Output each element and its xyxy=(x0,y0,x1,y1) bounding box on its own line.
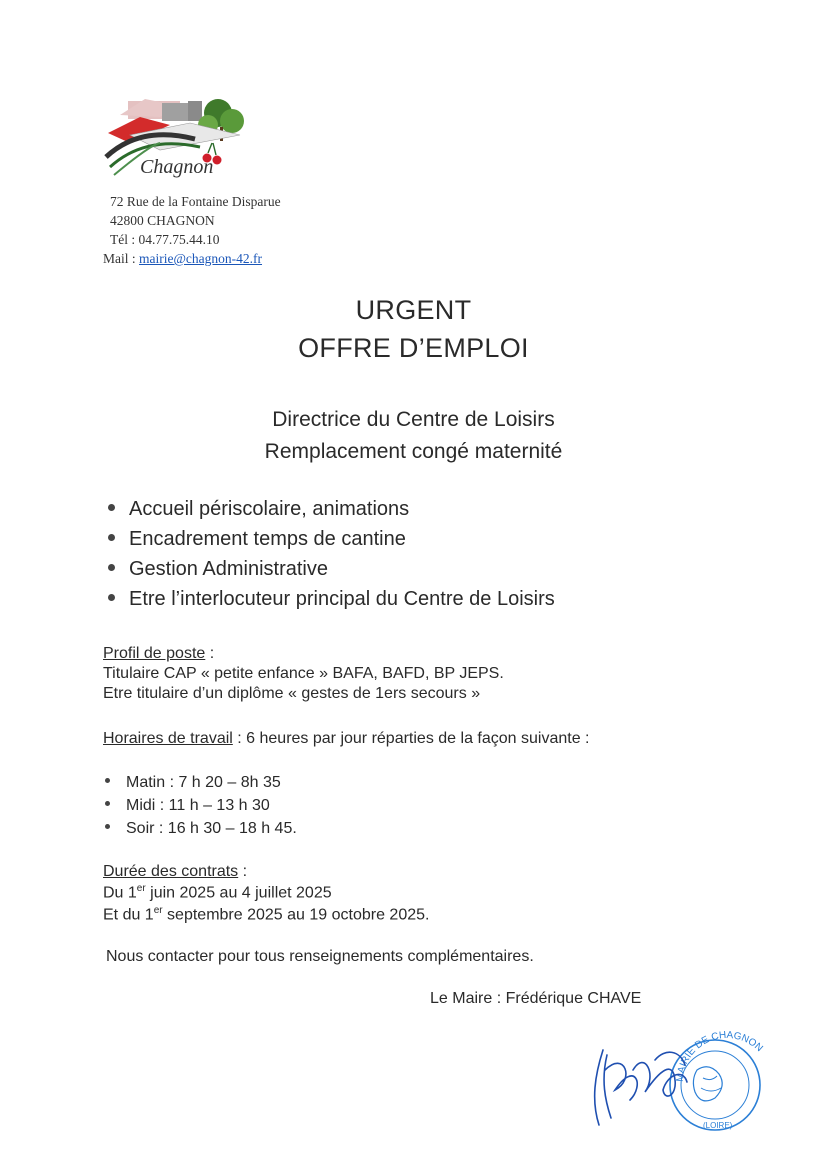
contract-period-1: Du 1er juin 2025 au 4 juillet 2025 xyxy=(103,883,332,902)
bullet-icon xyxy=(108,594,115,601)
title-offer: OFFRE D’EMPLOI xyxy=(298,333,529,363)
duty-item: Etre l’interlocuteur principal du Centre de Loisirs xyxy=(108,588,555,611)
bullet-icon xyxy=(108,504,115,511)
logo-text: Chagnon xyxy=(140,156,214,178)
address-street: 72 Rue de la Fontaine Disparue xyxy=(110,194,281,209)
profile-line-1: Titulaire CAP « petite enfance » BAFA, BAFD, BP JEPS. xyxy=(103,665,504,682)
contracts-heading: Durée des contrats : xyxy=(103,863,248,880)
position-subtitle: Remplacement congé maternité xyxy=(264,440,563,463)
signature-icon xyxy=(585,1030,770,1135)
contract-period-2: Et du 1er septembre 2025 au 19 octobre 2025. xyxy=(103,905,430,924)
mail-label: Mail : xyxy=(103,251,139,266)
hours-item: Soir : 16 h 30 – 18 h 45. xyxy=(105,820,297,838)
hours-heading: Horaires de travail : 6 heures par jour réparties de la façon suivante : xyxy=(103,730,590,747)
duty-item: Accueil périscolaire, animations xyxy=(108,498,409,521)
chagnon-logo xyxy=(100,95,250,190)
address-city: 42800 CHAGNON xyxy=(110,213,215,228)
mayor-line: Le Maire : Frédérique CHAVE xyxy=(430,990,642,1007)
bullet-icon xyxy=(105,801,110,806)
position-title: Directrice du Centre de Loisirs xyxy=(272,408,555,431)
profile-line-2: Etre titulaire d’un diplôme « gestes de 1ers secours » xyxy=(103,685,481,702)
signature-stamp xyxy=(585,1030,770,1135)
title-urgent: URGENT xyxy=(355,295,472,325)
duty-item: Encadrement temps de cantine xyxy=(108,528,406,551)
hours-item: Matin : 7 h 20 – 8h 35 xyxy=(105,774,281,792)
chagnon-town-logo-icon xyxy=(100,95,250,190)
profile-heading: Profil de poste : xyxy=(103,645,215,662)
address-phone: Tél : 04.77.75.44.10 xyxy=(110,232,220,247)
bullet-icon xyxy=(105,778,110,783)
stamp-text: MAIRIE DE CHAGNON xyxy=(674,1030,765,1083)
duty-item: Gestion Administrative xyxy=(108,558,328,581)
bullet-icon xyxy=(108,564,115,571)
address-mail-row xyxy=(103,251,262,267)
bullet-icon xyxy=(108,534,115,541)
hours-item: Midi : 11 h – 13 h 30 xyxy=(105,797,270,815)
bullet-icon xyxy=(105,824,110,829)
stamp-sub: (LOIRE) xyxy=(703,1121,733,1130)
contact-line: Nous contacter pour tous renseignements complémentaires. xyxy=(106,948,534,965)
mail-link[interactable]: mairie@chagnon-42.fr xyxy=(139,251,263,266)
